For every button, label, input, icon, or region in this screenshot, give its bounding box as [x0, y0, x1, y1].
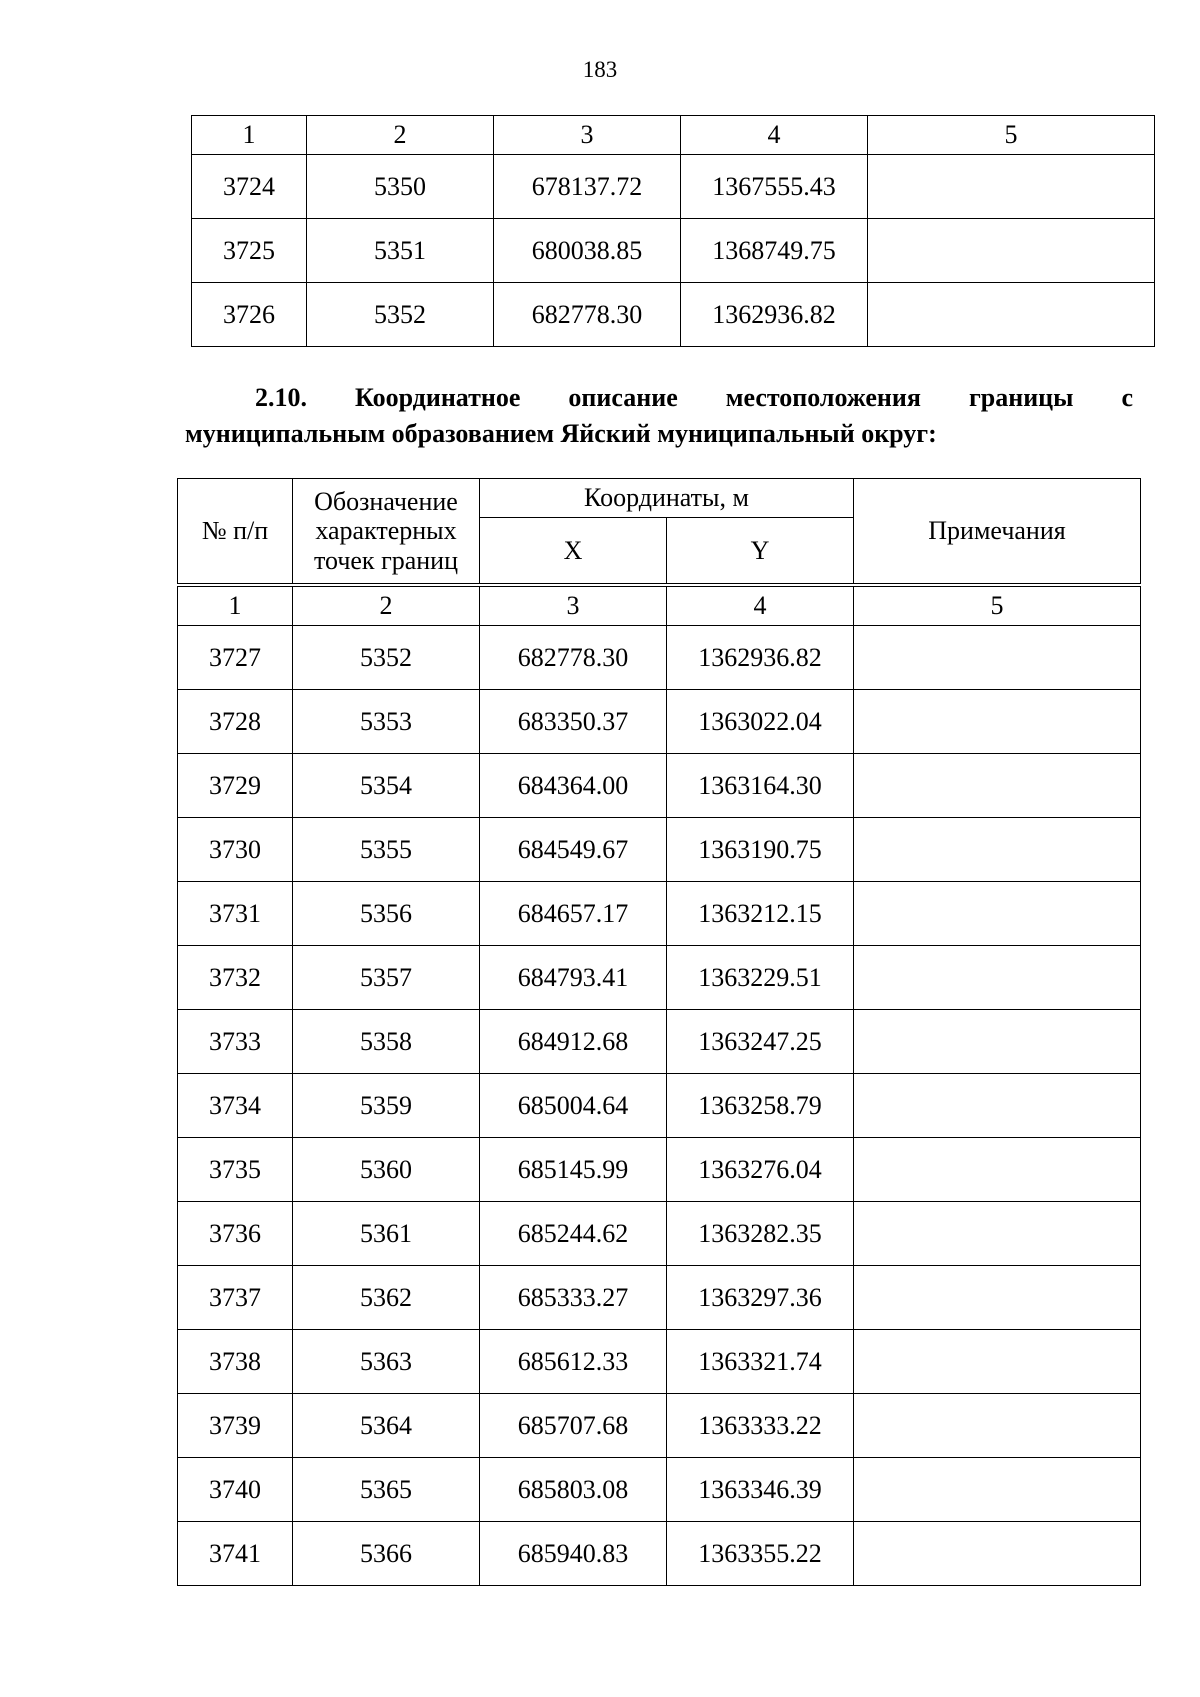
- row-number-cell: 3737: [178, 1266, 293, 1330]
- coord-x-cell: 678137.72: [494, 155, 681, 219]
- notes-cell: [854, 1394, 1141, 1458]
- notes-cell: [854, 1202, 1141, 1266]
- notes-cell: [854, 818, 1141, 882]
- coord-y-cell: 1363297.36: [667, 1266, 854, 1330]
- coord-y-cell: 1363022.04: [667, 690, 854, 754]
- coord-y-cell: 1368749.75: [681, 219, 868, 283]
- column-number: 5: [854, 587, 1141, 626]
- continued-coordinates-table: [191, 115, 1155, 347]
- row-number-cell: 3732: [178, 946, 293, 1010]
- point-designation-cell: 5364: [293, 1394, 480, 1458]
- notes-cell: [868, 283, 1155, 347]
- coord-x-cell: 685612.33: [480, 1330, 667, 1394]
- point-designation-cell: 5362: [293, 1266, 480, 1330]
- point-designation-cell: 5351: [307, 219, 494, 283]
- row-number-cell: 3728: [178, 690, 293, 754]
- column-number: 2: [293, 587, 480, 626]
- point-designation-cell: 5358: [293, 1010, 480, 1074]
- row-number-cell: 3725: [192, 219, 307, 283]
- point-designation-cell: 5355: [293, 818, 480, 882]
- coord-x-cell: 685004.64: [480, 1074, 667, 1138]
- coord-x-cell: 685803.08: [480, 1458, 667, 1522]
- notes-cell: [854, 1458, 1141, 1522]
- table-row: [178, 1330, 1141, 1394]
- coord-x-cell: 685707.68: [480, 1394, 667, 1458]
- row-number-cell: 3739: [178, 1394, 293, 1458]
- coord-x-cell: 684912.68: [480, 1010, 667, 1074]
- table-row: [178, 1138, 1141, 1202]
- column-number: 3: [494, 116, 681, 155]
- coord-x-cell: 683350.37: [480, 690, 667, 754]
- notes-cell: [854, 946, 1141, 1010]
- header-num: № п/п: [178, 479, 293, 584]
- coord-x-cell: 685333.27: [480, 1266, 667, 1330]
- header-point-line3: точек границ: [313, 545, 459, 575]
- point-designation-cell: 5363: [293, 1330, 480, 1394]
- column-number: 1: [178, 587, 293, 626]
- table-row: [178, 690, 1141, 754]
- coord-x-cell: 684657.17: [480, 882, 667, 946]
- column-number: 1: [192, 116, 307, 155]
- point-designation-cell: 5357: [293, 946, 480, 1010]
- point-designation-cell: 5365: [293, 1458, 480, 1522]
- coord-y-cell: 1367555.43: [681, 155, 868, 219]
- coordinates-table: [177, 586, 1141, 1586]
- row-number-cell: 3736: [178, 1202, 293, 1266]
- notes-cell: [868, 219, 1155, 283]
- coord-x-cell: 684364.00: [480, 754, 667, 818]
- table-row: [178, 1522, 1141, 1586]
- table-row: [178, 1394, 1141, 1458]
- section-heading-line2: муниципальным образованием Яйский муниципальный округ:: [185, 419, 937, 448]
- column-number: 5: [868, 116, 1155, 155]
- notes-cell: [854, 1266, 1141, 1330]
- coord-y-cell: 1363355.22: [667, 1522, 854, 1586]
- table-row: [192, 283, 1155, 347]
- coord-y-cell: 1363229.51: [667, 946, 854, 1010]
- table-row: [178, 1266, 1141, 1330]
- section-heading-line1: 2.10. Координатное описание местоположения границы с: [255, 383, 1133, 412]
- column-number: 2: [307, 116, 494, 155]
- table-row: [192, 219, 1155, 283]
- coord-y-cell: 1363321.74: [667, 1330, 854, 1394]
- row-number-cell: 3741: [178, 1522, 293, 1586]
- coord-x-cell: 685940.83: [480, 1522, 667, 1586]
- column-number-row: [192, 116, 1155, 155]
- table-row: [178, 1074, 1141, 1138]
- column-number: 4: [667, 587, 854, 626]
- notes-cell: [854, 690, 1141, 754]
- table-row: [178, 1010, 1141, 1074]
- row-number-cell: 3730: [178, 818, 293, 882]
- row-number-cell: 3731: [178, 882, 293, 946]
- header-y: Y: [667, 518, 854, 584]
- column-number: 4: [681, 116, 868, 155]
- coord-y-cell: 1362936.82: [667, 626, 854, 690]
- notes-cell: [854, 1074, 1141, 1138]
- header-coordinates: Координаты, м: [480, 479, 854, 518]
- coord-y-cell: 1362936.82: [681, 283, 868, 347]
- header-point-line1: Обозначение: [314, 486, 458, 516]
- section-heading: [185, 380, 1133, 452]
- row-number-cell: 3735: [178, 1138, 293, 1202]
- point-designation-cell: 5354: [293, 754, 480, 818]
- row-number-cell: 3733: [178, 1010, 293, 1074]
- table-row: [178, 818, 1141, 882]
- point-designation-cell: 5360: [293, 1138, 480, 1202]
- point-designation-cell: 5350: [307, 155, 494, 219]
- column-number-row: [178, 587, 1141, 626]
- notes-cell: [854, 882, 1141, 946]
- coord-y-cell: 1363212.15: [667, 882, 854, 946]
- row-number-cell: 3724: [192, 155, 307, 219]
- table-row: [178, 1458, 1141, 1522]
- coord-y-cell: 1363247.25: [667, 1010, 854, 1074]
- header-notes: Примечания: [854, 479, 1141, 584]
- coordinates-table-header: [177, 478, 1141, 584]
- coord-y-cell: 1363276.04: [667, 1138, 854, 1202]
- coord-x-cell: 684549.67: [480, 818, 667, 882]
- coord-y-cell: 1363258.79: [667, 1074, 854, 1138]
- coord-y-cell: 1363333.22: [667, 1394, 854, 1458]
- table-row: [178, 946, 1141, 1010]
- table-row: [178, 754, 1141, 818]
- point-designation-cell: 5356: [293, 882, 480, 946]
- row-number-cell: 3729: [178, 754, 293, 818]
- table-row: [178, 882, 1141, 946]
- notes-cell: [868, 155, 1155, 219]
- notes-cell: [854, 1330, 1141, 1394]
- row-number-cell: 3740: [178, 1458, 293, 1522]
- row-number-cell: 3738: [178, 1330, 293, 1394]
- notes-cell: [854, 1522, 1141, 1586]
- coord-y-cell: 1363190.75: [667, 818, 854, 882]
- header-point-designation: [293, 479, 480, 584]
- coord-x-cell: 680038.85: [494, 219, 681, 283]
- point-designation-cell: 5352: [293, 626, 480, 690]
- header-x: X: [480, 518, 667, 584]
- coord-x-cell: 682778.30: [480, 626, 667, 690]
- notes-cell: [854, 1010, 1141, 1074]
- notes-cell: [854, 626, 1141, 690]
- table-row: [178, 626, 1141, 690]
- table-row: [178, 1202, 1141, 1266]
- coord-x-cell: 685244.62: [480, 1202, 667, 1266]
- point-designation-cell: 5361: [293, 1202, 480, 1266]
- coord-x-cell: 682778.30: [494, 283, 681, 347]
- coord-y-cell: 1363164.30: [667, 754, 854, 818]
- row-number-cell: 3734: [178, 1074, 293, 1138]
- row-number-cell: 3726: [192, 283, 307, 347]
- page-number: 183: [582, 57, 618, 82]
- notes-cell: [854, 754, 1141, 818]
- notes-cell: [854, 1138, 1141, 1202]
- coord-x-cell: 685145.99: [480, 1138, 667, 1202]
- row-number-cell: 3727: [178, 626, 293, 690]
- coord-y-cell: 1363346.39: [667, 1458, 854, 1522]
- coord-x-cell: 684793.41: [480, 946, 667, 1010]
- coord-y-cell: 1363282.35: [667, 1202, 854, 1266]
- point-designation-cell: 5359: [293, 1074, 480, 1138]
- point-designation-cell: 5352: [307, 283, 494, 347]
- table-row: [192, 155, 1155, 219]
- header-point-line2: характерных: [315, 516, 457, 546]
- point-designation-cell: 5353: [293, 690, 480, 754]
- column-number: 3: [480, 587, 667, 626]
- point-designation-cell: 5366: [293, 1522, 480, 1586]
